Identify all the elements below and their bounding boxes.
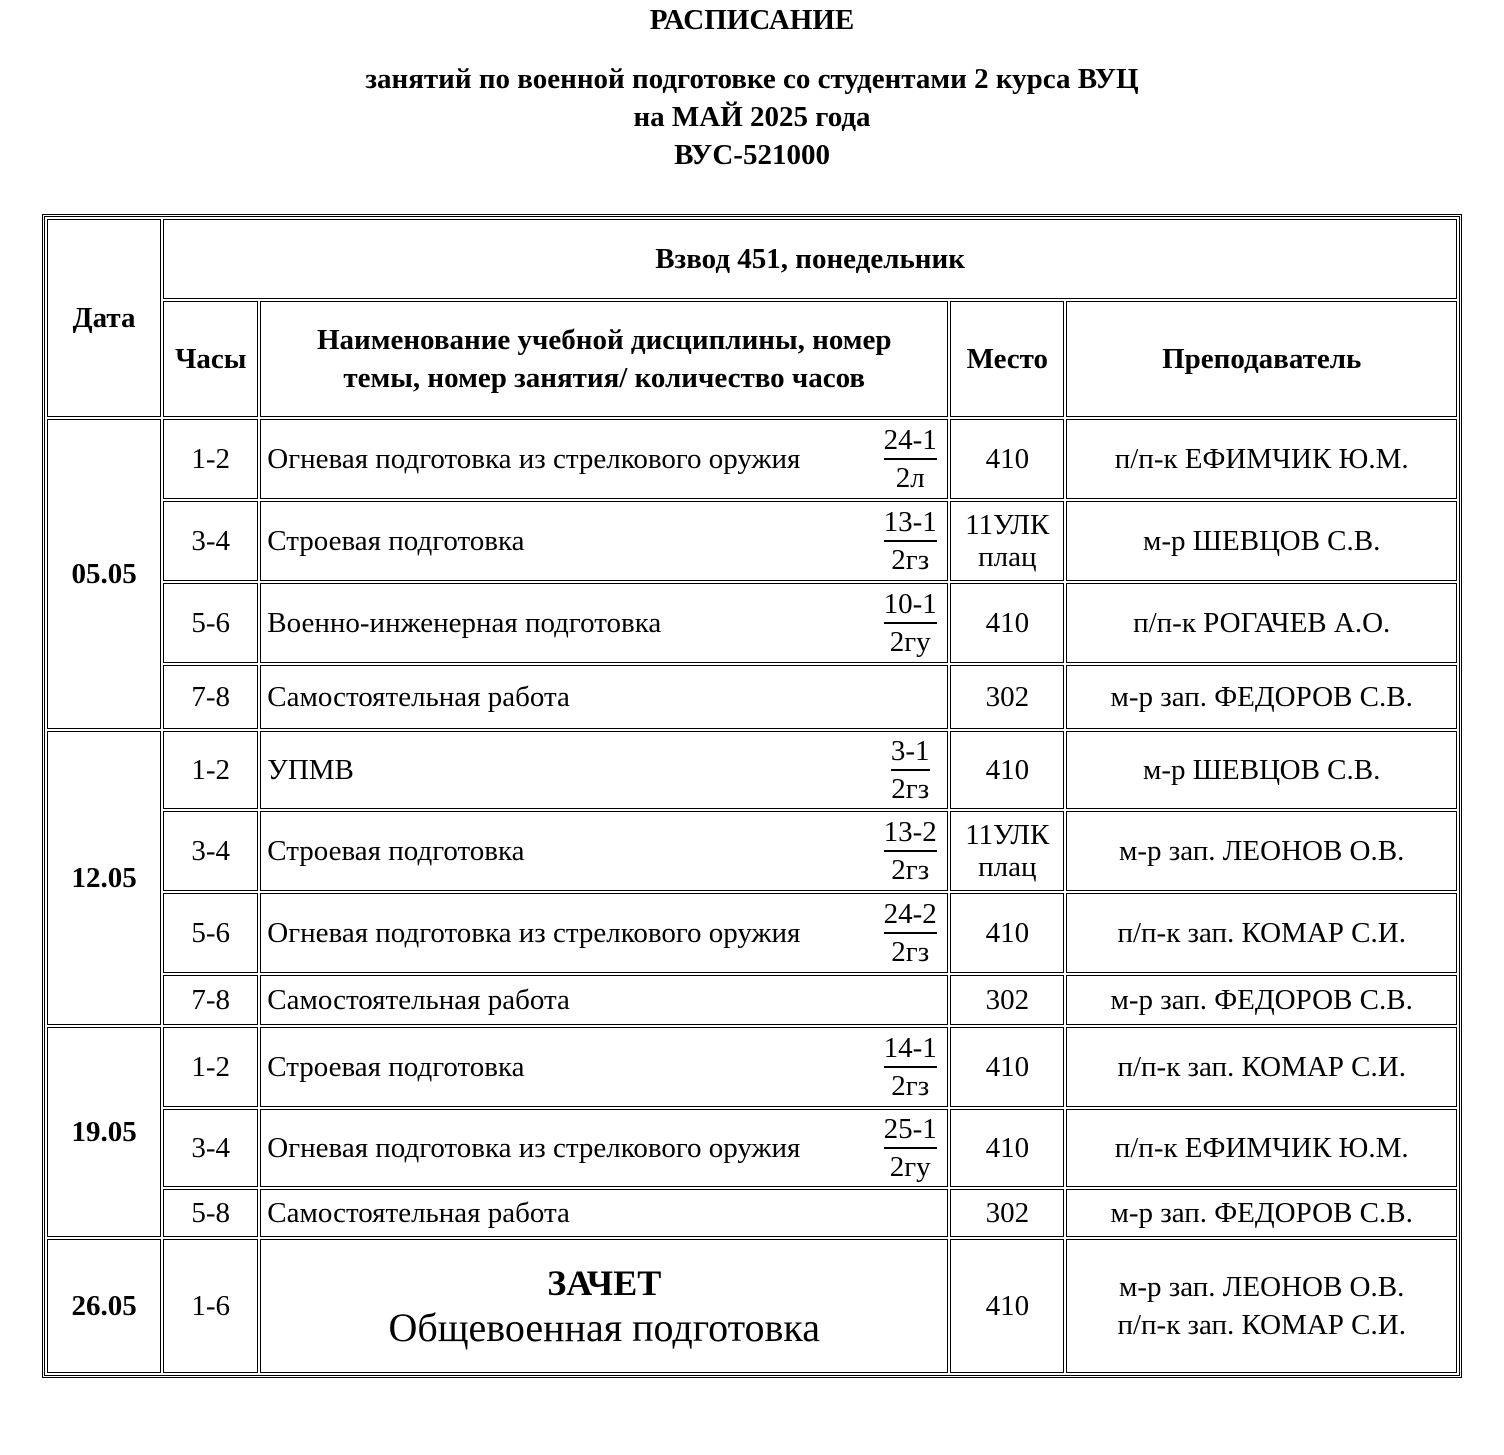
discipline-cell	[260, 893, 948, 973]
lesson-amount: 2л	[895, 462, 925, 494]
teacher-cell: м-р зап. ФЕДОРОВ С.В.	[1066, 1189, 1457, 1237]
hours-cell: 7-8	[163, 665, 258, 729]
subtitle-line-3: ВУС-521000	[674, 139, 830, 171]
discipline-wrap	[261, 1194, 947, 1232]
teacher-name: м-р зап. ЛЕОНОВ О.В.	[1119, 1271, 1405, 1303]
topic-number: 13-2	[884, 814, 937, 852]
place-cell: 410	[950, 1027, 1064, 1107]
discipline-wrap	[261, 1111, 947, 1185]
lesson-amount: 2гз	[891, 936, 930, 968]
discipline-name: Строевая подготовка	[267, 835, 525, 867]
discipline-wrap	[261, 504, 947, 578]
place-cell: 410	[950, 583, 1064, 663]
topic-fraction	[879, 504, 941, 578]
date-cell: 05.05	[47, 419, 161, 729]
discipline-cell	[260, 1109, 948, 1187]
discipline-cell	[260, 419, 948, 499]
teacher-cell: п/п-к ЕФИМЧИК Ю.М.	[1066, 1109, 1457, 1187]
discipline-name: Огневая подготовка из стрелкового оружия	[267, 443, 801, 475]
topic-number: 3-1	[891, 733, 930, 771]
discipline-cell	[260, 975, 948, 1025]
discipline-name: Огневая подготовка из стрелкового оружия	[267, 1132, 801, 1164]
subtitle-line-1: занятий по военной подготовке со студентами 2 курса ВУЦ	[365, 63, 1139, 95]
discipline-cell	[260, 501, 948, 581]
topic-number: 24-1	[884, 422, 937, 460]
place-cell: 410	[950, 1239, 1064, 1373]
discipline-cell	[260, 583, 948, 663]
subtitle-line-2: на МАЙ 2025 года	[633, 101, 871, 133]
teacher-cell: п/п-к зап. КОМАР С.И.	[1066, 893, 1457, 973]
teacher-name: п/п-к зап. КОМАР С.И.	[1117, 1309, 1406, 1341]
header-place: Место	[950, 301, 1064, 417]
document-title: РАСПИСАНИЕ	[649, 4, 855, 36]
discipline-name: Самостоятельная работа	[267, 984, 570, 1016]
discipline-cell	[260, 811, 948, 891]
lesson-amount: 2гз	[891, 544, 930, 576]
teacher-cell: п/п-к зап. КОМАР С.И.	[1066, 1027, 1457, 1107]
topic-fraction	[879, 814, 941, 888]
discipline-name: Военно-инженерная подготовка	[267, 607, 662, 639]
table-row	[47, 1109, 1457, 1187]
topic-number: 10-1	[884, 586, 937, 624]
discipline-wrap	[261, 586, 947, 660]
discipline-wrap	[261, 678, 947, 716]
header-group-title: Взвод 451, понедельник	[163, 219, 1457, 299]
hours-cell: 1-2	[163, 419, 258, 499]
topic-number: 24-2	[884, 896, 937, 934]
topic-number: 13-1	[884, 504, 937, 542]
table-row	[47, 975, 1457, 1025]
place-cell: 410	[950, 419, 1064, 499]
date-cell: 19.05	[47, 1027, 161, 1237]
discipline-cell	[260, 1027, 948, 1107]
header-hours: Часы	[163, 301, 258, 417]
table-row	[47, 1027, 1457, 1107]
hours-cell: 1-6	[163, 1239, 258, 1373]
discipline-name: Огневая подготовка из стрелкового оружия	[267, 917, 801, 949]
place-cell: 302	[950, 975, 1064, 1025]
teacher-cell: м-р зап. ФЕДОРОВ С.В.	[1066, 975, 1457, 1025]
discipline-cell	[260, 1189, 948, 1237]
table-row	[47, 811, 1457, 891]
discipline-name: Строевая подготовка	[267, 1051, 525, 1083]
place-cell: 302	[950, 1189, 1064, 1237]
header-date: Дата	[47, 219, 161, 417]
exam-row	[47, 1239, 1457, 1373]
discipline-name: Строевая подготовка	[267, 525, 525, 557]
topic-fraction	[879, 1030, 941, 1104]
table-row	[47, 665, 1457, 729]
header-discipline: Наименование учебной дисциплины, номер темы, номер занятия/ количество часов	[260, 301, 948, 417]
teacher-cell: м-р ШЕВЦОВ С.В.	[1066, 501, 1457, 581]
topic-fraction	[879, 896, 941, 970]
lesson-amount: 2гз	[891, 854, 930, 886]
teacher-cell: м-р ШЕВЦОВ С.В.	[1066, 731, 1457, 809]
table-row	[47, 501, 1457, 581]
header-teacher: Преподаватель	[1066, 301, 1457, 417]
topic-fraction	[879, 1111, 941, 1185]
teacher-cell: п/п-к РОГАЧЕВ А.О.	[1066, 583, 1457, 663]
date-cell: 26.05	[47, 1239, 161, 1373]
discipline-cell	[260, 665, 948, 729]
place-cell: 410	[950, 893, 1064, 973]
teacher-cell: п/п-к ЕФИМЧИК Ю.М.	[1066, 419, 1457, 499]
hours-cell: 5-6	[163, 583, 258, 663]
place-cell: 11УЛК плац	[950, 501, 1064, 581]
discipline-wrap	[261, 1030, 947, 1104]
hours-cell: 5-6	[163, 893, 258, 973]
exam-cell	[260, 1239, 948, 1373]
table-row	[47, 731, 1457, 809]
hours-cell: 3-4	[163, 811, 258, 891]
teacher-cell	[1066, 1239, 1457, 1373]
topic-fraction	[879, 733, 941, 807]
lesson-amount: 2гз	[891, 1070, 930, 1102]
lesson-amount: 2гз	[891, 773, 930, 805]
date-cell: 12.05	[47, 731, 161, 1025]
topic-number: 25-1	[884, 1111, 937, 1149]
discipline-wrap	[261, 422, 947, 496]
exam-title: ЗАЧЕТ	[547, 1263, 662, 1303]
place-cell: 11УЛК плац	[950, 811, 1064, 891]
lesson-amount: 2гу	[889, 1151, 931, 1183]
topic-fraction	[879, 422, 941, 496]
table-row	[47, 893, 1457, 973]
hours-cell: 7-8	[163, 975, 258, 1025]
hours-cell: 1-2	[163, 1027, 258, 1107]
topic-fraction	[879, 586, 941, 660]
discipline-name: Самостоятельная работа	[267, 1197, 570, 1229]
discipline-cell	[260, 731, 948, 809]
discipline-name: Самостоятельная работа	[267, 681, 570, 713]
table-row	[47, 583, 1457, 663]
table-row	[47, 1189, 1457, 1237]
teacher-cell: м-р зап. ЛЕОНОВ О.В.	[1066, 811, 1457, 891]
lesson-amount: 2гу	[889, 626, 931, 658]
schedule-table	[42, 214, 1462, 1378]
hours-cell: 3-4	[163, 1109, 258, 1187]
table-row	[47, 419, 1457, 499]
hours-cell: 1-2	[163, 731, 258, 809]
discipline-wrap	[261, 896, 947, 970]
discipline-name: УПМВ	[267, 754, 354, 786]
hours-cell: 3-4	[163, 501, 258, 581]
place-cell: 302	[950, 665, 1064, 729]
discipline-wrap	[261, 981, 947, 1019]
exam-subject: Общевоенная подготовка	[388, 1305, 821, 1350]
discipline-wrap	[261, 733, 947, 807]
place-cell: 410	[950, 731, 1064, 809]
hours-cell: 5-8	[163, 1189, 258, 1237]
teacher-cell: м-р зап. ФЕДОРОВ С.В.	[1066, 665, 1457, 729]
topic-number: 14-1	[884, 1030, 937, 1068]
place-cell: 410	[950, 1109, 1064, 1187]
discipline-wrap	[261, 814, 947, 888]
